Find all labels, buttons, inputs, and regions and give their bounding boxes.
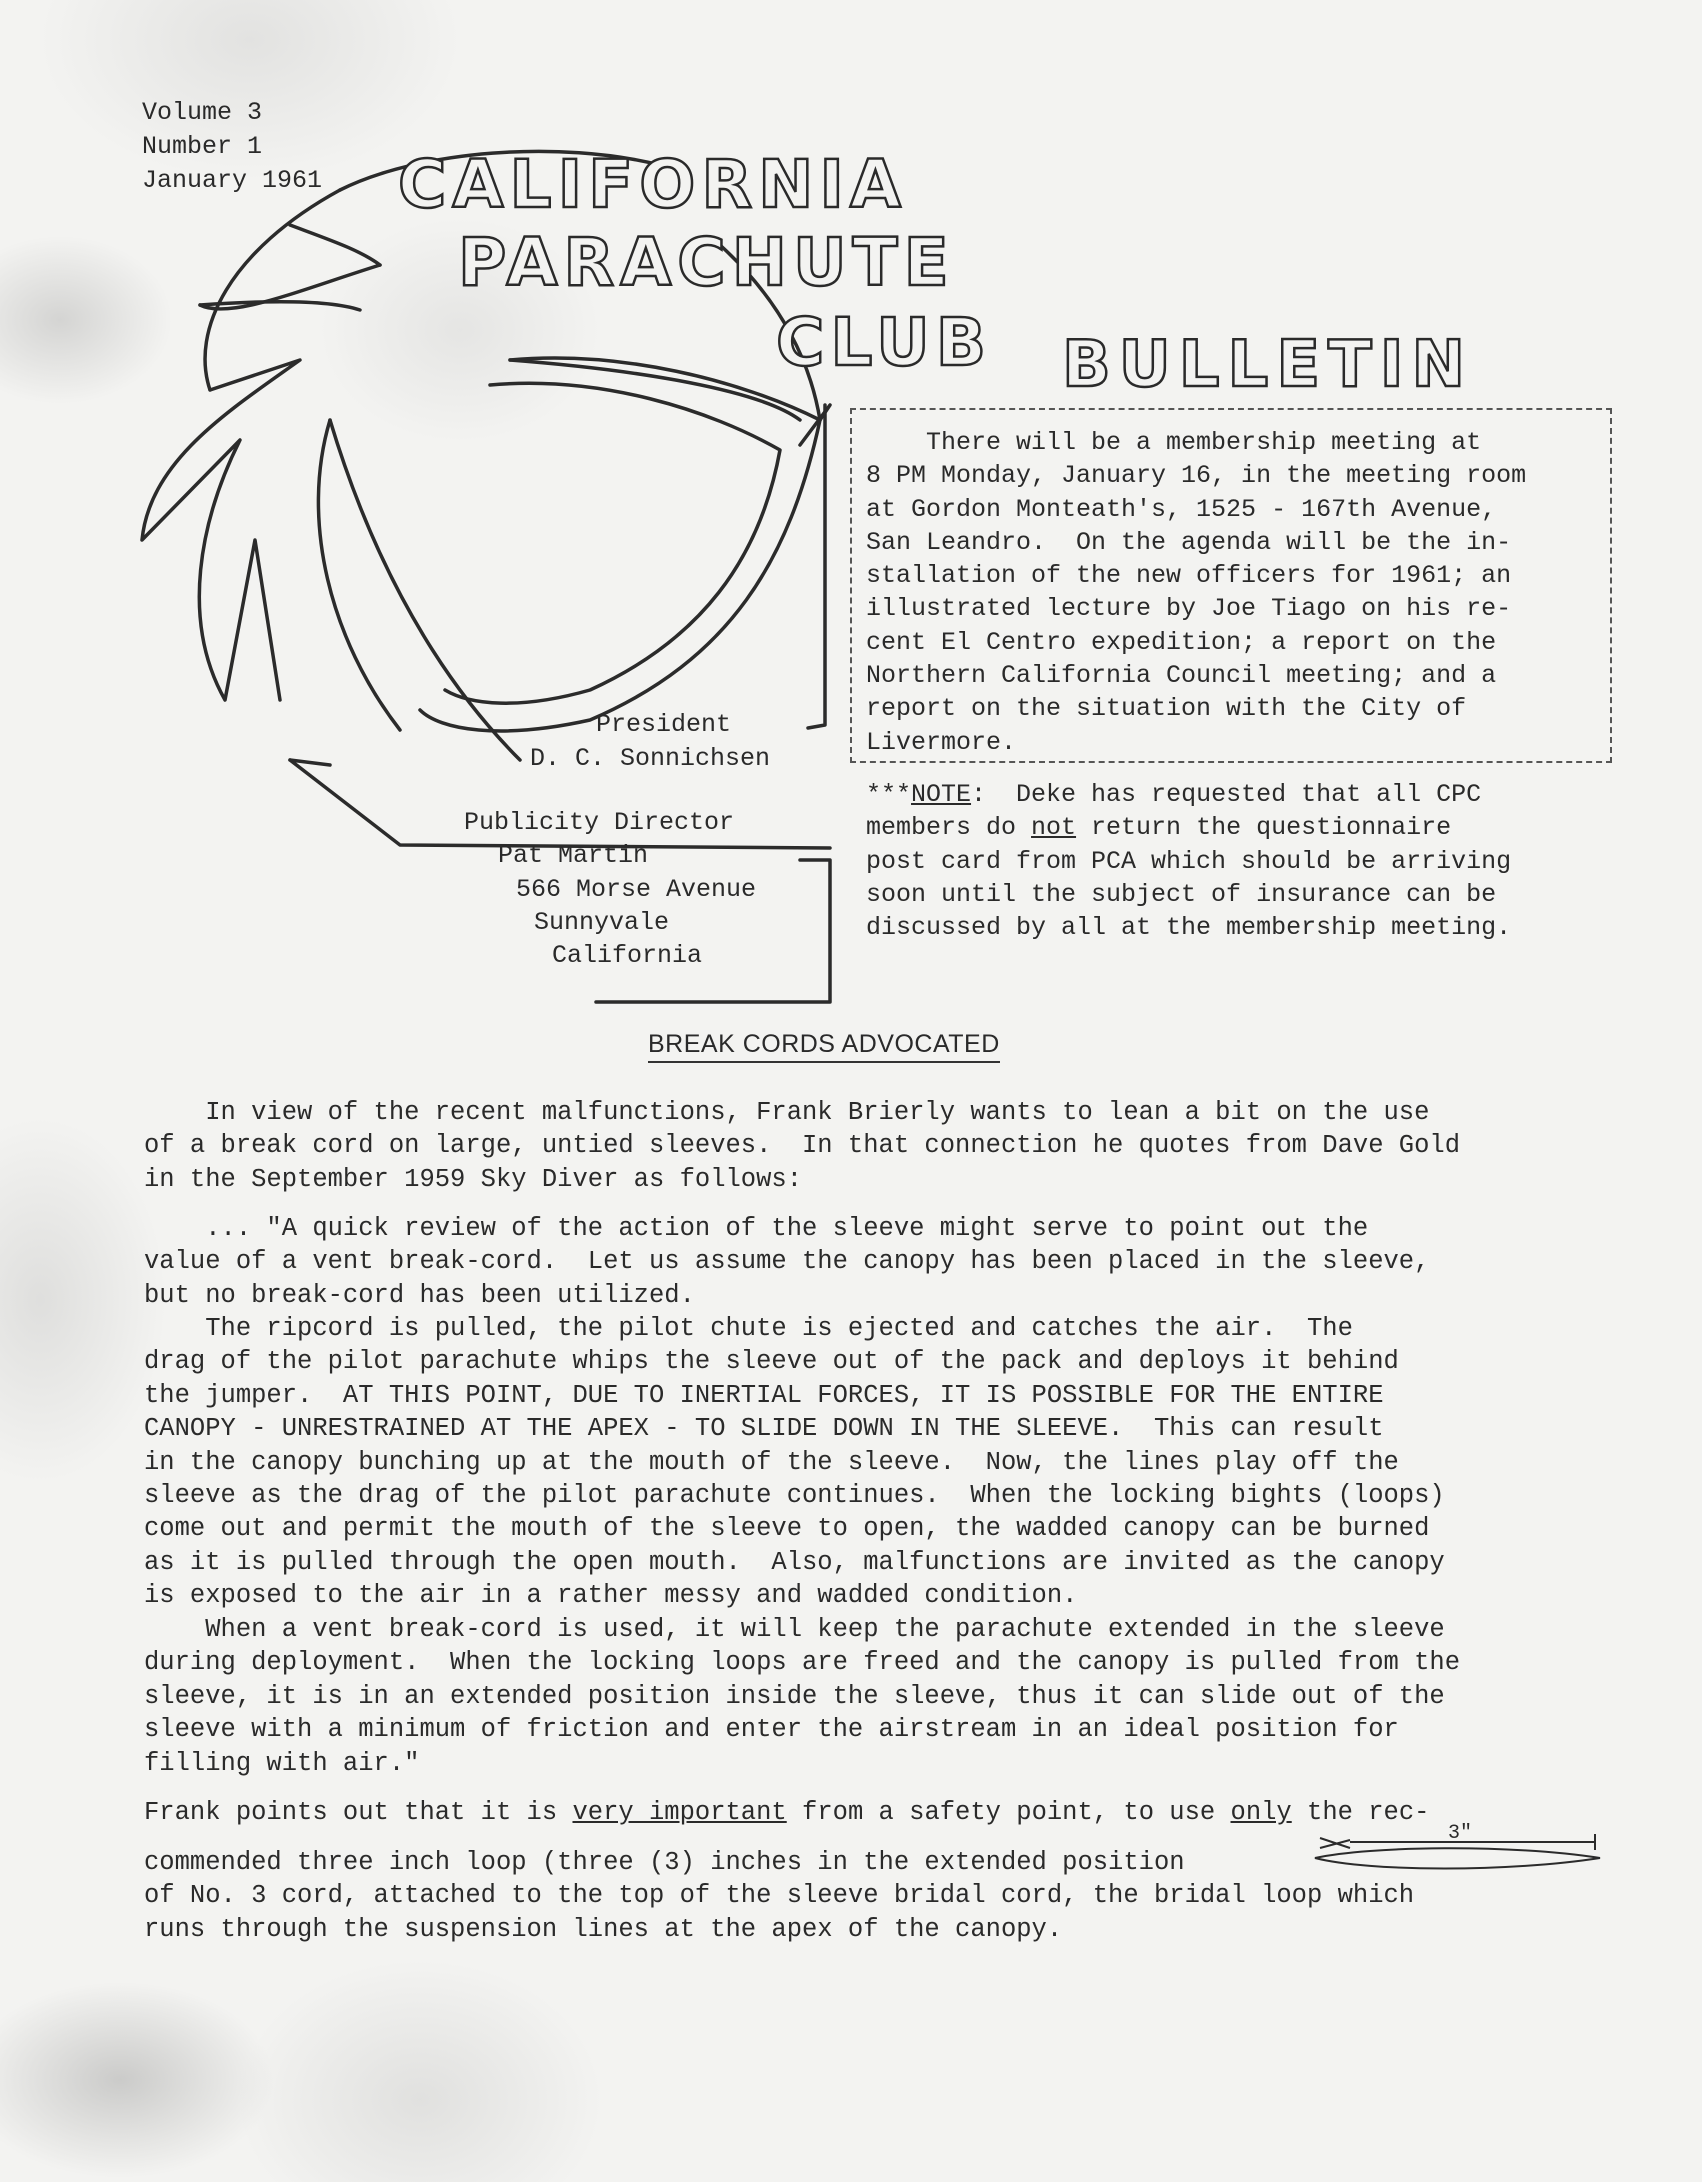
very-important: very important <box>572 1798 787 1827</box>
address-street: 566 Morse Avenue <box>516 875 757 904</box>
article-para-4: When a vent break-cord is used, it will keep the parachute extended in the sleeve during deployment. When the locking loops are freed and the canopy is pulled from the sleeve, it is in an extended position inside the sleeve, thus it can slide out of the sleeve with a minimum of friction and enter the airstream in an ideal position for filling with air." <box>144 1615 1461 1778</box>
insurance-note: ***NOTE: Deke has requested that all CPC members do not return the questionnaire post card from PCA which should be arriving soon until the subject of insurance can be discussed by all at the membership meeting. <box>866 780 1512 943</box>
publicity-name: Pat Martin <box>498 841 649 870</box>
article-para-6: commended three inch loop (three (3) inches in the extended position of No. 3 cord, attached to the top of the sleeve bridal cord, the bridal loop which runs through the suspension lines at the apex of the canopy. <box>144 1848 1415 1944</box>
date-label: January 1961 <box>142 166 323 195</box>
only-emphasis: only <box>1230 1798 1292 1827</box>
publicity-title: Publicity Director <box>464 808 735 837</box>
article-para-1: In view of the recent malfunctions, Frank Brierly wants to lean a bit on the use of a break cord on large, untied sleeves. In that connection he quotes from Dave Gold in the September 1959 Sky Diver as follows: <box>144 1098 1461 1194</box>
article-heading: BREAK CORDS ADVOCATED <box>648 1030 1000 1063</box>
volume-label: Volume 3 <box>142 98 263 127</box>
loop-sketch-icon <box>1310 1818 1610 1888</box>
president-name: D. C. Sonnichsen <box>530 744 771 773</box>
title-club: CLUB <box>776 304 993 381</box>
title-california: CALIFORNIA <box>398 146 908 223</box>
title-bulletin: BULLETIN <box>1062 328 1474 402</box>
number-label: Number 1 <box>142 132 263 161</box>
meeting-notice-text: There will be a membership meeting at 8 PM Monday, January 16, in the meeting room at Gordon Monteath's, 1525 - 167th Avenue, San Leandro. On the agenda will be the in- stallation of the new officers for 1961; an illustrated lecture by Joe Tiago on his re- cent El Centro expedition; a report on the Northern California Council meeting; and a report on the situation with the City of Livermore. <box>866 428 1527 757</box>
note-not: not <box>1031 813 1077 843</box>
article-para-2: ... "A quick review of the action of the sleeve might serve to point out the value of a vent break-cord. Let us assume the canopy has been placed in the sleeve, but no break-cord has been utilized. <box>144 1214 1430 1310</box>
article-para-5: Frank points out that it is very important from a safety point, to use only the rec- <box>144 1798 1430 1827</box>
address-state: California <box>552 941 703 970</box>
article-para-3: The ripcord is pulled, the pilot chute is ejected and catches the air. The drag of the pilot parachute whips the sleeve out of the pack and deploys it behind the jumper. AT THIS POINT, DUE TO INERTIAL FORCES, IT IS POSSIBLE FOR THE ENTIRE CANOPY - UNRESTRAINED AT THE APEX - TO SLIDE DOWN IN THE SLEEVE. This can result in the canopy bunching up at the mouth of the sleeve. Now, the lines play off the sleeve as the drag of the pilot parachute continues. When the locking bights (loops) come out and permit the mouth of the sleeve to open, the wadded canopy can be burned as it is pulled through the open mouth. Also, malfunctions are invited as the canopy is exposed to the air in a rather messy and wadded condition. <box>144 1314 1445 1611</box>
president-title: President <box>596 710 732 739</box>
address-city: Sunnyvale <box>534 908 670 937</box>
note-label: NOTE <box>911 780 972 809</box>
loop-length-label: 3" <box>1448 1822 1473 1845</box>
title-parachute: PARACHUTE <box>458 224 955 301</box>
